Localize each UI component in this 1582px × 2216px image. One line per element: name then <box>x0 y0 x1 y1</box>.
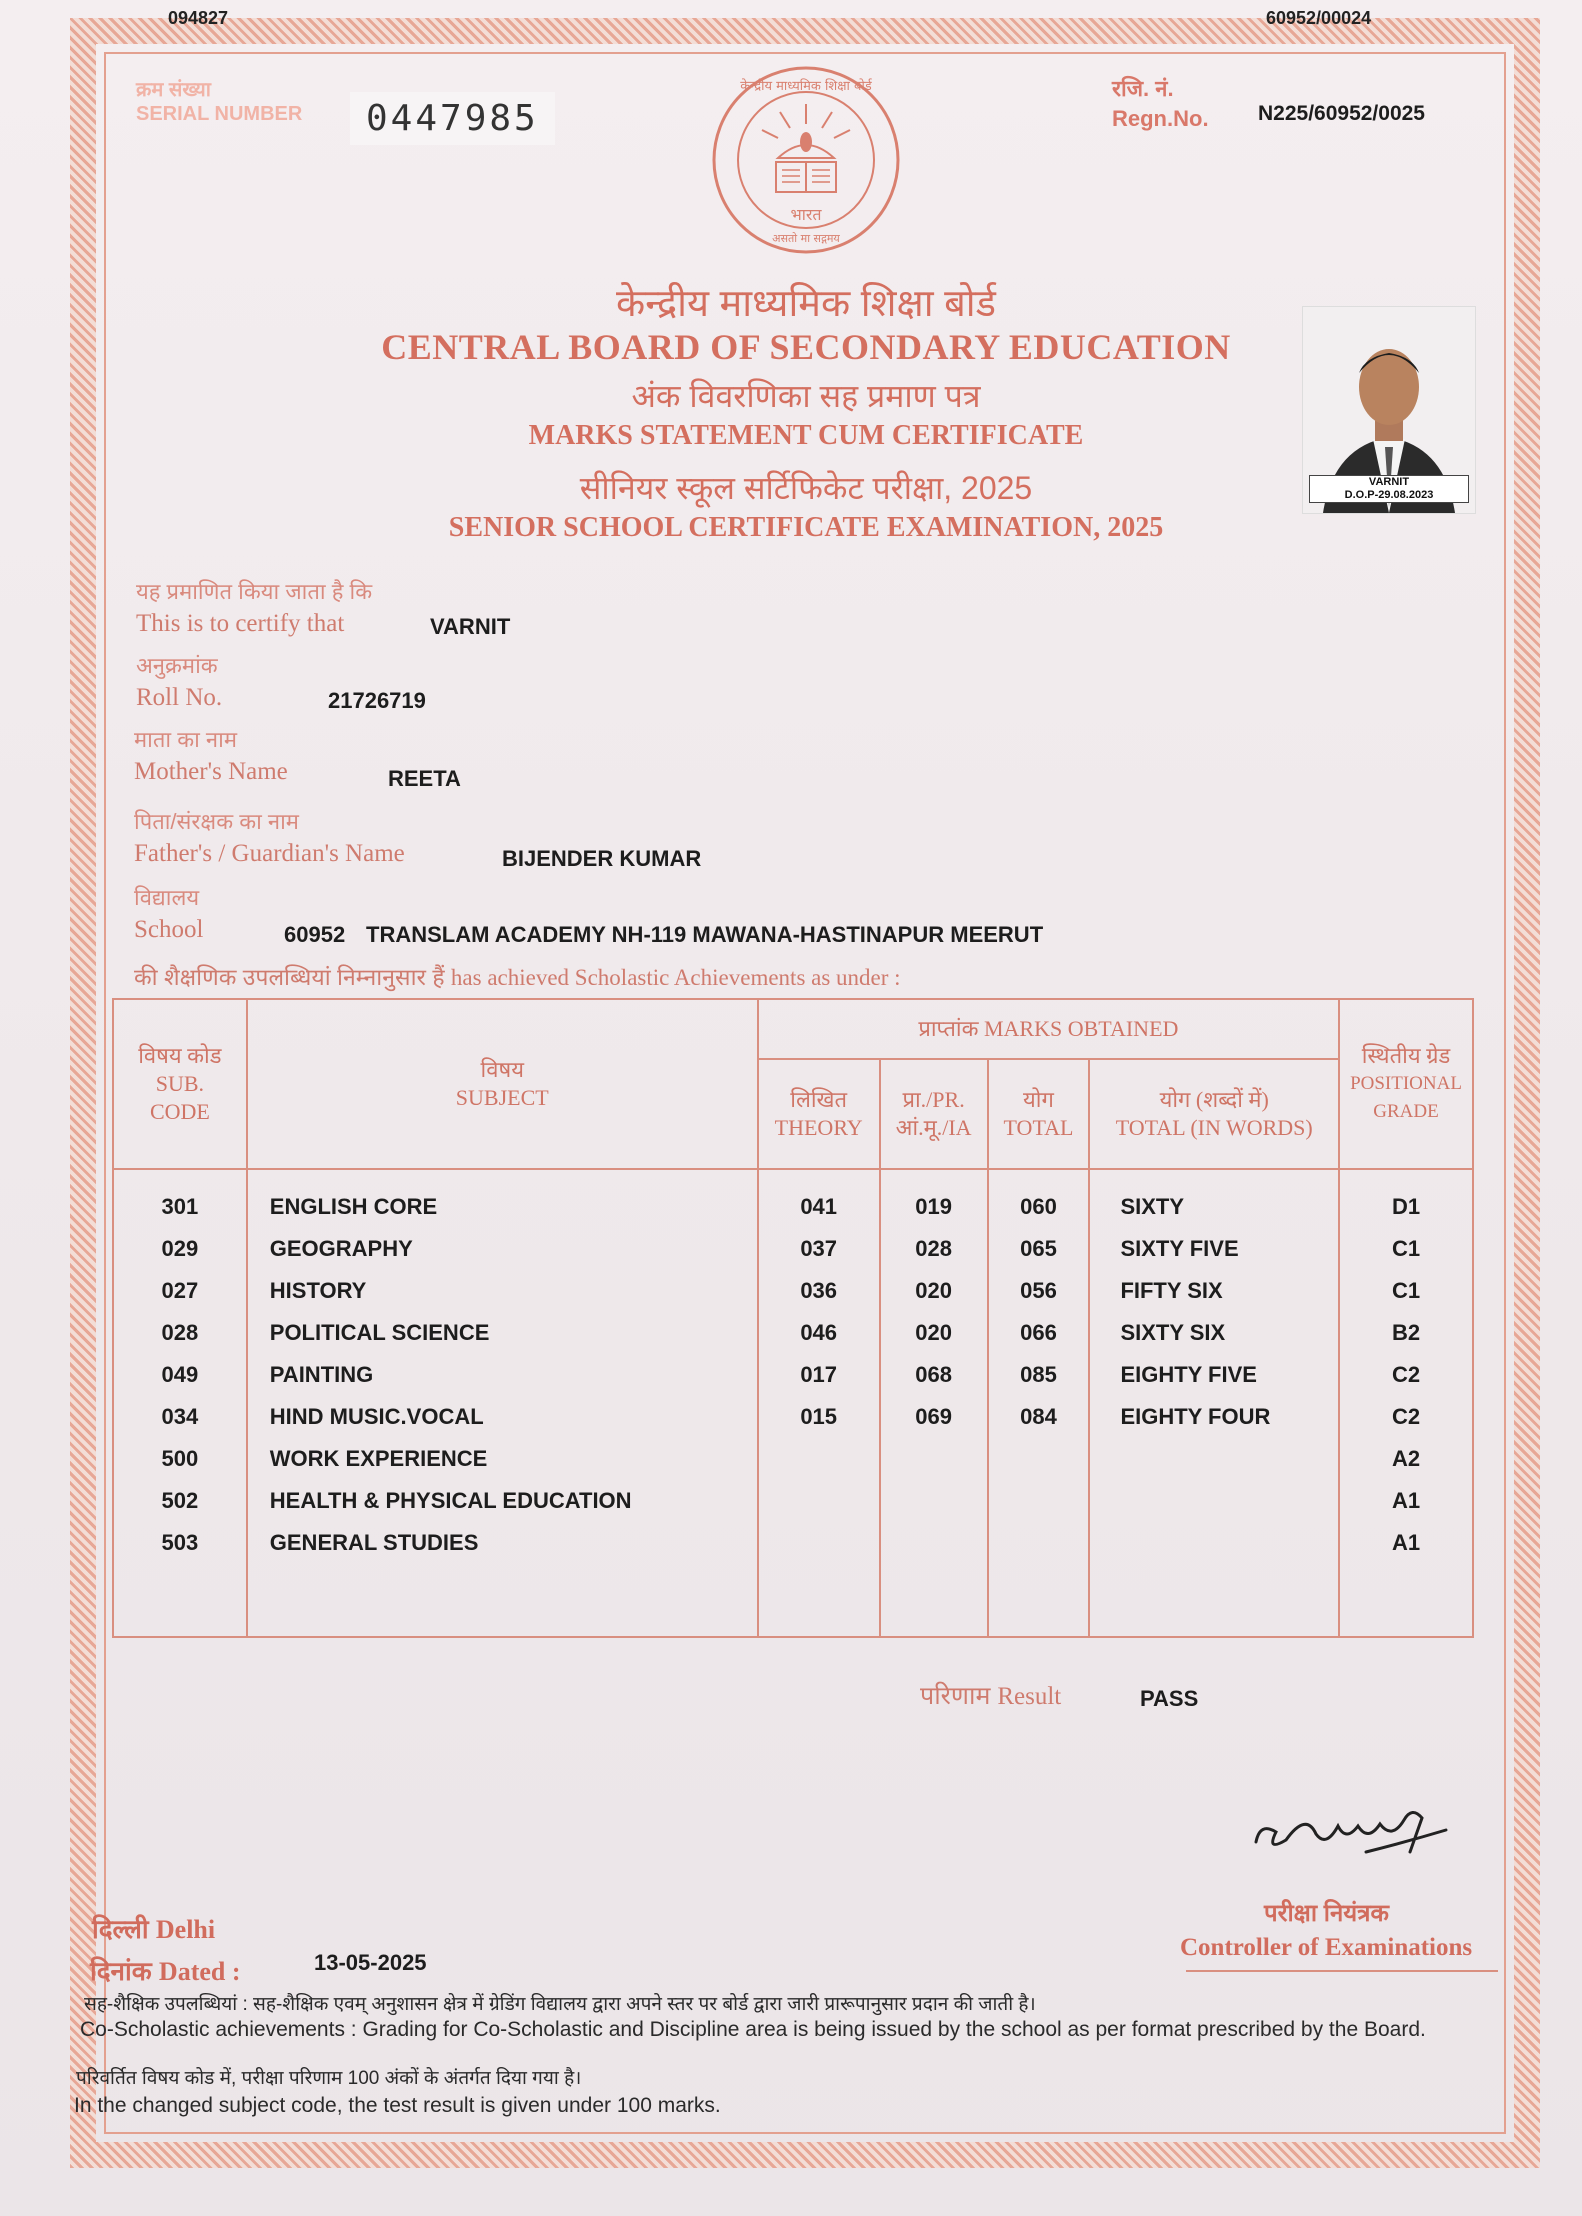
row-5-grade: C2 <box>1391 1404 1421 1429</box>
header-pr-en: आं.मू./IA <box>895 1115 972 1140</box>
place <box>92 1910 215 1946</box>
row-2-total: 056 <box>1020 1278 1057 1303</box>
roll-label-hindi: अनुक्रमांक <box>136 653 218 678</box>
header-total <box>988 1059 1090 1169</box>
header-code-en2: CODE <box>149 1099 210 1124</box>
roll-number: 21726719 <box>328 688 426 713</box>
row-0-code: 301 <box>161 1194 199 1219</box>
header-subject <box>247 999 758 1169</box>
row-0-words: SIXTY <box>1120 1194 1185 1219</box>
achieved-line <box>134 960 901 992</box>
roll-label-en: Roll No. <box>136 684 223 711</box>
row-6-pr <box>881 1438 987 1480</box>
place-hindi: दिल्ली <box>92 1914 149 1944</box>
row-5-total: 084 <box>1020 1404 1057 1429</box>
row-3-code: 028 <box>161 1320 199 1345</box>
header-words-hindi: योग (शब्दों में) <box>1159 1087 1269 1112</box>
result-label <box>920 1678 1061 1712</box>
father-label-hindi: पिता/संरक्षक का नाम <box>134 809 299 834</box>
achieved-hindi: की शैक्षणिक उपलब्धियां निम्नानुसार हैं <box>134 964 445 990</box>
logo-text-bottom: भारत <box>790 205 822 224</box>
row-4-total: 085 <box>1020 1362 1057 1387</box>
dated-label <box>90 1952 241 1988</box>
row-5-theory: 015 <box>800 1404 838 1429</box>
serial-label-en: SERIAL NUMBER <box>136 103 303 125</box>
row-2-code: 027 <box>161 1278 199 1303</box>
controller-title-hindi: परीक्षा नियंत्रक <box>1264 1900 1389 1927</box>
row-8-grade: A1 <box>1391 1530 1421 1555</box>
column-subject <box>247 1169 758 1637</box>
serial-label-hindi: क्रम संख्या <box>136 79 211 101</box>
row-3-subject: POLITICAL SCIENCE <box>269 1320 490 1345</box>
row-6-subject: WORK EXPERIENCE <box>269 1446 488 1471</box>
header-theory <box>758 1059 880 1169</box>
row-7-code: 502 <box>161 1488 199 1513</box>
row-4-pr: 068 <box>915 1362 952 1387</box>
row-3-grade: B2 <box>1391 1320 1421 1345</box>
row-1-grade: C1 <box>1391 1236 1421 1261</box>
row-5-code: 034 <box>161 1404 199 1429</box>
row-6-words <box>1120 1438 1338 1480</box>
row-7-pr <box>881 1480 987 1522</box>
header-code-hindi: विषय कोड <box>138 1043 222 1068</box>
row-5-pr: 069 <box>915 1404 952 1429</box>
mother-label-en: Mother's Name <box>134 758 288 785</box>
row-0-total: 060 <box>1020 1194 1057 1219</box>
father-name: BIJENDER KUMAR <box>502 846 702 871</box>
photo-name: VARNIT <box>1368 476 1410 488</box>
row-7-grade: A1 <box>1391 1488 1421 1513</box>
certify-label-hindi: यह प्रमाणित किया जाता है कि <box>136 579 373 604</box>
header-sub-code <box>113 999 247 1169</box>
row-2-words: FIFTY SIX <box>1120 1278 1223 1303</box>
header-grade-en1: POSITIONAL <box>1350 1073 1462 1094</box>
row-3-total: 066 <box>1020 1320 1057 1345</box>
photo-dop: D.O.P-29.08.2023 <box>1344 489 1434 501</box>
row-2-pr: 020 <box>915 1278 952 1303</box>
row-4-theory: 017 <box>800 1362 838 1387</box>
row-4-grade: C2 <box>1391 1362 1421 1387</box>
row-7-theory <box>759 1480 879 1522</box>
row-4-subject: PAINTING <box>269 1362 374 1387</box>
row-0-theory: 041 <box>800 1194 838 1219</box>
header-subject-en: SUBJECT <box>455 1085 549 1110</box>
board-title-en: CENTRAL BOARD OF SECONDARY EDUCATION <box>381 327 1231 367</box>
column-total <box>988 1169 1090 1637</box>
header-total-words <box>1089 1059 1339 1169</box>
row-1-words: SIXTY FIVE <box>1120 1236 1239 1261</box>
column-code <box>113 1169 247 1637</box>
logo-motto: असतो मा सद्गमय <box>772 232 840 245</box>
student-photo <box>1302 306 1476 514</box>
note1-en: Co-Scholastic achievements : Grading for Co-Scholastic and Discipline area is being issued by the school as per format prescribed by the Board. <box>80 2018 1426 2041</box>
result-value: PASS <box>1140 1686 1199 1711</box>
header-grade-hindi: स्थितीय ग्रेड <box>1361 1043 1451 1068</box>
row-0-pr: 019 <box>915 1194 952 1219</box>
row-4-code: 049 <box>161 1362 199 1387</box>
school-label-hindi: विद्यालय <box>134 885 200 910</box>
row-1-pr: 028 <box>915 1236 952 1261</box>
note2-hindi: परिवर्तित विषय कोड में, परीक्षा परिणाम 100 अंकों के अंतर्गत दिया गया है। <box>76 2068 582 2089</box>
column-pr <box>880 1169 988 1637</box>
row-8-theory <box>759 1522 879 1564</box>
row-8-subject: GENERAL STUDIES <box>269 1530 479 1555</box>
header-theory-hindi: लिखित <box>790 1087 848 1112</box>
student-name: VARNIT <box>430 614 511 639</box>
note1-hindi: सह-शैक्षिक उपलब्धियां : सह-शैक्षिक एवम् अनुशासन क्षेत्र में ग्रेडिंग विद्यालय द्वारा अपने स्तर पर बोर्ड द्वारा जारी प्रारूपानुसार प्रदान की जाती है। <box>84 1994 1036 2015</box>
header-grade-en2: GRADE <box>1373 1101 1439 1122</box>
exam-title-hindi: सीनियर स्कूल सर्टिफिकेट परीक्षा, 2025 <box>579 470 1033 506</box>
place-en: Delhi <box>155 1915 216 1944</box>
header-pr-ia <box>880 1059 988 1169</box>
row-6-theory <box>759 1438 879 1480</box>
regn-label-hindi: रजि. नं. <box>1112 76 1174 101</box>
regn-label-en: Regn.No. <box>1112 106 1209 131</box>
statement-title-hindi: अंक विवरणिका सह प्रमाण पत्र <box>631 378 981 414</box>
top-left-number: 094827 <box>168 8 229 28</box>
column-words <box>1089 1169 1339 1637</box>
board-title-hindi: केन्द्रीय माध्यमिक शिक्षा बोर्ड <box>616 283 996 325</box>
header-theory-en: THEORY <box>774 1115 863 1140</box>
result-label-en: Result <box>997 1683 1062 1710</box>
controller-signature <box>1246 1782 1456 1872</box>
row-7-total <box>989 1480 1089 1522</box>
row-1-code: 029 <box>161 1236 199 1261</box>
row-6-code: 500 <box>161 1446 199 1471</box>
logo-text-top: केन्द्रीय माध्यमिक शिक्षा बोर्ड <box>740 79 872 94</box>
row-1-total: 065 <box>1020 1236 1057 1261</box>
issue-date: 13-05-2025 <box>314 1950 427 1975</box>
marks-table <box>112 998 1474 1638</box>
note2-en: In the changed subject code, the test result is given under 100 marks. <box>74 2094 721 2117</box>
statement-title-en: MARKS STATEMENT CUM CERTIFICATE <box>528 420 1084 451</box>
cbse-logo-emblem <box>708 62 904 258</box>
controller-title-en: Controller of Examinations <box>1180 1934 1473 1961</box>
row-8-total <box>989 1522 1089 1564</box>
top-right-number: 60952/00024 <box>1266 8 1372 28</box>
row-8-pr <box>881 1522 987 1564</box>
header-total-en: TOTAL <box>1003 1115 1074 1140</box>
row-5-words: EIGHTY FOUR <box>1120 1404 1271 1429</box>
header-subject-hindi: विषय <box>480 1057 524 1082</box>
header-positional-grade <box>1339 999 1473 1169</box>
row-5-subject: HIND MUSIC.VOCAL <box>269 1404 484 1429</box>
row-6-grade: A2 <box>1391 1446 1421 1471</box>
father-label-en: Father's / Guardian's Name <box>134 840 405 867</box>
achieved-en: has achieved Scholastic Achievements as under : <box>450 965 901 990</box>
exam-title-en: SENIOR SCHOOL CERTIFICATE EXAMINATION, 2025 <box>448 512 1164 543</box>
row-8-code: 503 <box>161 1530 199 1555</box>
school-code: 60952 <box>284 922 346 947</box>
dated-en: Dated : <box>158 1957 241 1986</box>
regn-number: N225/60952/0025 <box>1258 102 1425 125</box>
header-code-en1: SUB. <box>155 1071 205 1096</box>
row-2-theory: 036 <box>800 1278 838 1303</box>
row-3-theory: 046 <box>800 1320 838 1345</box>
serial-label <box>136 78 302 126</box>
header-words-en: TOTAL (IN WORDS) <box>1115 1115 1313 1140</box>
mother-label-hindi: माता का नाम <box>134 727 237 752</box>
regn-label <box>1112 74 1209 134</box>
serial-number: 0447985 <box>350 92 555 145</box>
certify-label-en: This is to certify that <box>136 610 345 637</box>
dated-hindi: दिनांक <box>90 1956 152 1986</box>
row-1-theory: 037 <box>800 1236 838 1261</box>
row-8-words <box>1120 1522 1338 1564</box>
row-0-subject: ENGLISH CORE <box>269 1194 438 1219</box>
row-3-pr: 020 <box>915 1320 952 1345</box>
school-label-en: School <box>134 916 204 943</box>
header-marks-en: MARKS OBTAINED <box>983 1016 1179 1041</box>
column-theory <box>758 1169 880 1637</box>
header-pr-hindi: प्रा./PR. <box>902 1087 965 1112</box>
mother-name: REETA <box>388 766 461 791</box>
row-1-subject: GEOGRAPHY <box>269 1236 413 1261</box>
row-2-subject: HISTORY <box>269 1278 367 1303</box>
header-marks-hindi: प्राप्तांक <box>918 1016 979 1041</box>
row-7-words <box>1120 1480 1338 1522</box>
row-6-total <box>989 1438 1089 1480</box>
school-name: TRANSLAM ACADEMY NH-119 MAWANA-HASTINAPUR MEERUT <box>366 922 1044 947</box>
row-4-words: EIGHTY FIVE <box>1120 1362 1257 1387</box>
row-7-subject: HEALTH & PHYSICAL EDUCATION <box>269 1488 632 1513</box>
column-grade <box>1339 1169 1473 1637</box>
row-0-grade: D1 <box>1391 1194 1421 1219</box>
signature-line <box>1186 1970 1498 1972</box>
header-marks-obtained <box>758 999 1339 1059</box>
row-2-grade: C1 <box>1391 1278 1421 1303</box>
header-total-hindi: योग <box>1023 1087 1054 1112</box>
row-3-words: SIXTY SIX <box>1120 1320 1226 1345</box>
result-label-hindi: परिणाम <box>920 1682 991 1710</box>
